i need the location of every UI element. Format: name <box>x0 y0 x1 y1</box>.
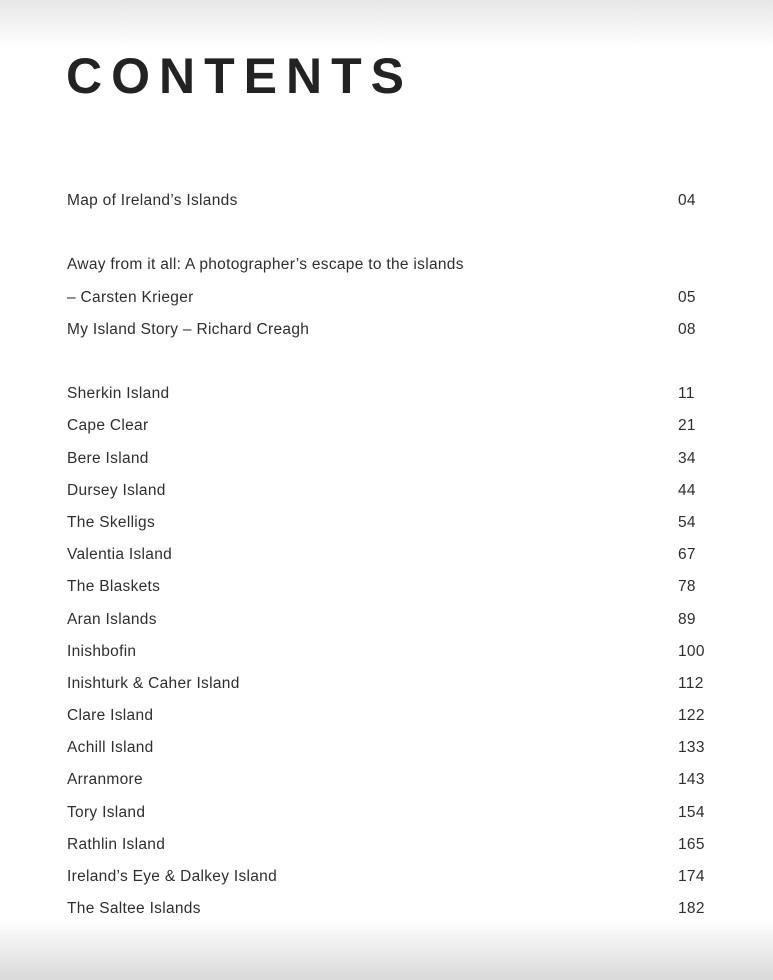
toc-group <box>67 378 727 925</box>
toc-entry-page: 174 <box>678 868 705 886</box>
toc-entry-page: 04 <box>678 192 696 210</box>
toc-entry-label: Clare Island <box>67 707 154 725</box>
toc-entry-page: 67 <box>678 546 696 564</box>
toc-entry-page: 08 <box>678 320 696 338</box>
toc-entry-label: – Carsten Krieger <box>67 288 194 306</box>
toc-entry-label: Ireland’s Eye & Dalkey Island <box>67 868 278 886</box>
page-bottom-shadow <box>0 920 773 980</box>
toc-row <box>67 378 727 410</box>
toc-row <box>67 282 727 314</box>
toc-entry-label: The Saltee Islands <box>67 900 201 918</box>
toc-row <box>67 893 727 925</box>
toc-row <box>67 829 727 861</box>
toc-row <box>67 668 727 700</box>
toc-group <box>67 185 727 217</box>
toc-entry-page: 21 <box>678 417 696 435</box>
toc-entry-label: Inishturk & Caher Island <box>67 674 240 692</box>
toc-row <box>67 636 727 668</box>
toc-entry-page: 122 <box>678 707 705 725</box>
toc-entry-page: 34 <box>678 449 696 467</box>
toc-row <box>67 507 727 539</box>
toc-entry-label: Sherkin Island <box>67 385 170 403</box>
toc-entry-label: Valentia Island <box>67 546 173 564</box>
toc-row <box>67 732 727 764</box>
toc-row <box>67 185 727 217</box>
toc-entry-label: Map of Ireland’s Islands <box>67 192 238 210</box>
toc-entry-label: Achill Island <box>67 739 154 757</box>
toc-entry-page: 133 <box>678 739 705 757</box>
toc-row <box>67 475 727 507</box>
toc-row <box>67 861 727 893</box>
toc-row <box>67 443 727 475</box>
toc-entry-label: Tory Island <box>67 803 146 821</box>
toc-list <box>67 185 727 925</box>
toc-entry-page: 143 <box>678 771 705 789</box>
toc-entry-page: 100 <box>678 642 705 660</box>
toc-row <box>67 571 727 603</box>
toc-entry-page: 05 <box>678 288 696 306</box>
toc-row <box>67 410 727 442</box>
toc-entry-page: 154 <box>678 803 705 821</box>
page-title: CONTENTS <box>66 48 413 104</box>
toc-row <box>67 797 727 829</box>
toc-entry-label: My Island Story – Richard Creagh <box>67 320 310 338</box>
toc-entry-label: Inishbofin <box>67 642 137 660</box>
toc-entry-label: Bere Island <box>67 449 149 467</box>
toc-entry-page: 54 <box>678 513 696 531</box>
toc-entry-label: Dursey Island <box>67 481 166 499</box>
toc-entry-label: Away from it all: A photographer’s escape to the islands <box>67 256 464 274</box>
toc-group <box>67 249 727 346</box>
toc-row <box>67 539 727 571</box>
toc-entry-page: 78 <box>678 578 696 596</box>
toc-row <box>67 314 727 346</box>
toc-entry-label: Arranmore <box>67 771 143 789</box>
toc-entry-page: 112 <box>678 674 704 692</box>
toc-entry-label: Cape Clear <box>67 417 149 435</box>
toc-row <box>67 764 727 796</box>
toc-entry-page: 44 <box>678 481 696 499</box>
toc-entry-label: Rathlin Island <box>67 835 166 853</box>
toc-row <box>67 603 727 635</box>
page-top-shadow <box>0 0 773 48</box>
toc-entry-label: The Blaskets <box>67 578 161 596</box>
toc-entry-label: The Skelligs <box>67 513 156 531</box>
toc-entry-page: 11 <box>678 385 695 403</box>
toc-entry-label: Aran Islands <box>67 610 157 628</box>
toc-entry-page: 165 <box>678 835 705 853</box>
toc-entry-page: 89 <box>678 610 696 628</box>
toc-row <box>67 700 727 732</box>
toc-row <box>67 249 727 281</box>
toc-entry-page: 182 <box>678 900 705 918</box>
